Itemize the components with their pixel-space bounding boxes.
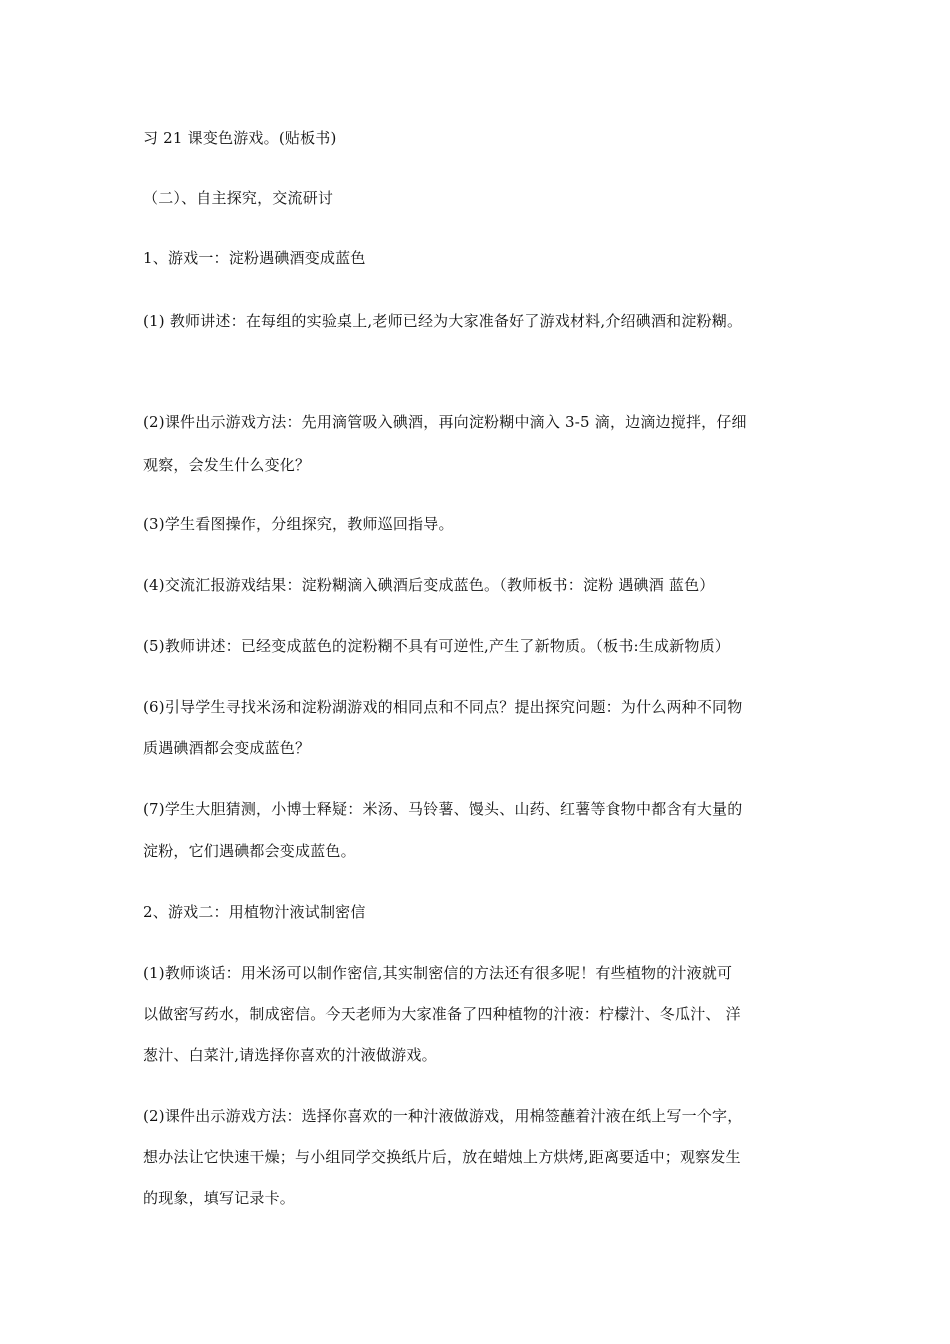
text-line: 想办法让它快速干燥；与小组同学交换纸片后，放在蜡烛上方烘烤,距离要适中；观察发生 bbox=[143, 1148, 741, 1166]
text-line: (2)课件出示游戏方法：先用滴管吸入碘酒，再向淀粉糊中滴入 3-5 滴，边滴边搅拌，仔细 bbox=[143, 413, 747, 431]
subsection-heading: 2、游戏二：用植物汁液试制密信 bbox=[143, 903, 366, 921]
text-line: (4)交流汇报游戏结果：淀粉糊滴入碘酒后变成蓝色。（教师板书：淀粉 遇碘酒 蓝色） bbox=[143, 576, 715, 594]
text-line: 习 21 课变色游戏。(贴板书) bbox=[143, 129, 337, 147]
text-line: (5)教师讲述：已经变成蓝色的淀粉糊不具有可逆性,产生了新物质。（板书:生成新物质） bbox=[143, 637, 730, 655]
text-line: (1)教师谈话：用米汤可以制作密信,其实制密信的方法还有很多呢！有些植物的汁液就可 bbox=[143, 964, 733, 982]
text-line: 质遇碘酒都会变成蓝色？ bbox=[143, 739, 311, 757]
text-line: (7)学生大胆猜测，小博士释疑：米汤、马铃薯、馒头、山药、红薯等食物中都含有大量的 bbox=[143, 800, 743, 818]
text-line: 以做密写药水，制成密信。今天老师为大家准备了四种植物的汁液：柠檬汁、冬瓜汁、 洋 bbox=[143, 1005, 741, 1023]
text-line: 淀粉，它们遇碘都会变成蓝色。 bbox=[143, 842, 356, 860]
text-line: (2)课件出示游戏方法：选择你喜欢的一种汁液做游戏，用棉签蘸着汁液在纸上写一个字， bbox=[143, 1107, 743, 1125]
text-line: (1) 教师讲述：在每组的实验桌上,老师已经为大家准备好了游戏材料,介绍碘酒和淀粉糊。 bbox=[143, 312, 743, 330]
text-line: (3)学生看图操作，分组探究，教师巡回指导。 bbox=[143, 515, 454, 533]
text-line: 观察，会发生什么变化？ bbox=[143, 456, 311, 474]
text-line: 的现象，填写记录卡。 bbox=[143, 1189, 296, 1207]
text-line: (6)引导学生寻找米汤和淀粉湖游戏的相同点和不同点？提出探究问题：为什么两种不同物 bbox=[143, 698, 743, 716]
section-heading: （二）、自主探究，交流研讨 bbox=[143, 189, 334, 207]
text-line: 葱汁、白菜汁,请选择你喜欢的汁液做游戏。 bbox=[143, 1046, 437, 1064]
subsection-heading: 1、游戏一：淀粉遇碘酒变成蓝色 bbox=[143, 249, 366, 267]
